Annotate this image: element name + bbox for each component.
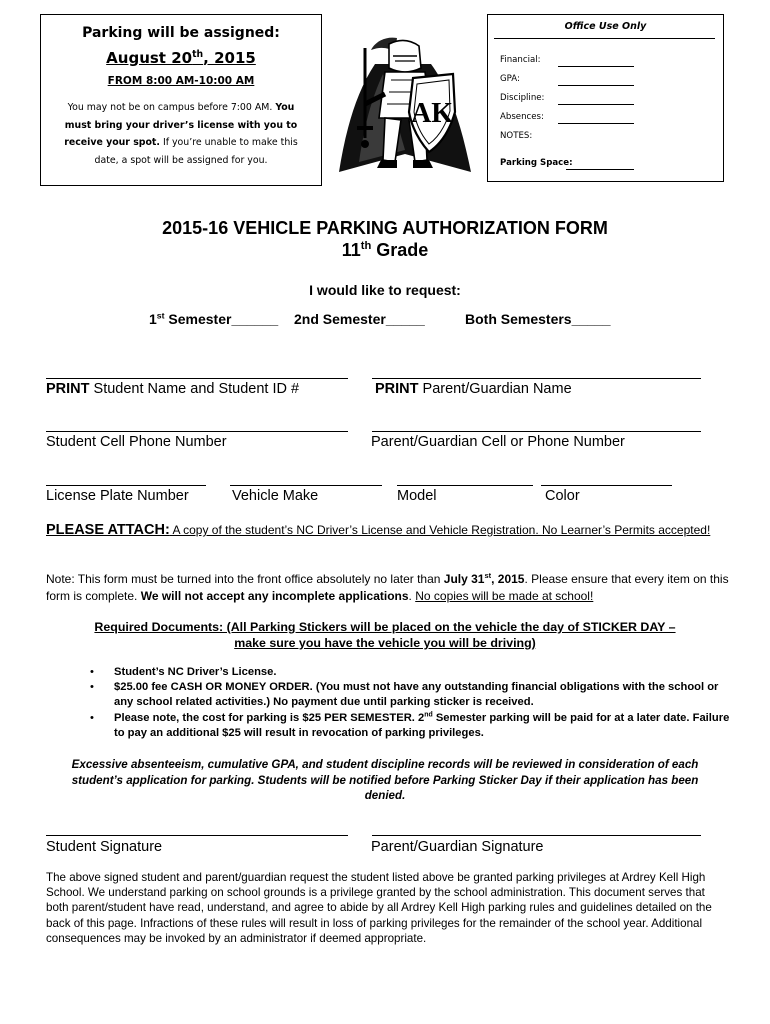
financial-label: Financial: bbox=[500, 55, 541, 65]
deadline-note bbox=[46, 571, 746, 605]
notes-label: NOTES: bbox=[500, 131, 533, 141]
notice-part2: If you’re unable to make this date, a spot will be assigned for you. bbox=[94, 137, 298, 166]
required-documents-list bbox=[90, 665, 740, 741]
first-sem-num: 1 bbox=[149, 311, 157, 327]
license-plate-line[interactable] bbox=[46, 485, 206, 486]
deadline-year: , 2015 bbox=[491, 572, 525, 586]
vehicle-make-label: Vehicle Make bbox=[232, 488, 319, 504]
required-line1: Required Documents: (All Parking Stickers will be placed on the vehicle the day of STICKER DAY – bbox=[94, 620, 676, 634]
gpa-line bbox=[558, 85, 634, 86]
color-label: Color bbox=[545, 488, 580, 504]
b3-post: Semester parking will be paid for at a later date. Failure to pay an additional $25 will result in revocation of parking privileges. bbox=[114, 711, 730, 739]
student-name-label bbox=[46, 381, 299, 397]
absences-label: Absences: bbox=[500, 112, 544, 122]
note-bold: We will not accept any incomplete applications bbox=[140, 589, 409, 603]
student-name-text: Student Name and Student ID # bbox=[89, 381, 300, 397]
model-line[interactable] bbox=[397, 485, 533, 486]
list-item bbox=[90, 711, 740, 741]
grade-sup: th bbox=[360, 240, 372, 252]
first-sem-sup: st bbox=[156, 310, 165, 321]
parking-space-label: Parking Space: bbox=[500, 158, 573, 168]
parking-notice bbox=[53, 99, 309, 169]
request-heading: I would like to request: bbox=[309, 282, 461, 298]
color-line[interactable] bbox=[541, 485, 672, 486]
grade-word: Grade bbox=[371, 240, 429, 260]
grade-heading bbox=[0, 240, 770, 261]
grade-number: 11 bbox=[341, 240, 361, 260]
parking-time: FROM 8:00 AM-10:00 AM bbox=[107, 75, 255, 87]
b3-sup: nd bbox=[424, 710, 433, 718]
gpa-label: GPA: bbox=[500, 74, 520, 84]
form-title: 2015-16 VEHICLE PARKING AUTHORIZATION FORM bbox=[162, 218, 608, 238]
student-name-line[interactable] bbox=[46, 378, 348, 379]
parent-name-text: Parent/Guardian Name bbox=[418, 381, 572, 397]
parking-date-year: , 2015 bbox=[203, 49, 256, 67]
deadline-main: July 31 bbox=[443, 572, 485, 586]
financial-line bbox=[558, 66, 634, 67]
absenteeism-notice: Excessive absenteeism, cumulative GPA, and student discipline records will be reviewed in consideration of each student’s application for parking. Students will be notified before Parking Sticker Day if their application has been denied. bbox=[71, 758, 699, 802]
discipline-label: Discipline: bbox=[500, 93, 545, 103]
parent-cell-label: Parent/Guardian Cell or Phone Number bbox=[371, 434, 625, 450]
closing-statement: The above signed student and parent/guardian request the student listed above be granted parking privileges at Ardrey Kell High School. We understand parking on school grounds is a privilege granted by the school administration. This document serves that both parent/student have read, understand, and agree to abide by all Ardrey Kell High parking rules and guidelines detailed on the back of this page. Infractions of these rules will result in loss of parking privileges for the remainder of the school year. Additional consequences may be invoked by an administrator if deemed appropriate. bbox=[46, 871, 712, 945]
parent-cell-line[interactable] bbox=[372, 431, 701, 432]
second-semester-option[interactable]: 2nd Semester_____ bbox=[294, 311, 425, 327]
first-semester-option[interactable] bbox=[149, 311, 278, 327]
student-signature-line[interactable] bbox=[46, 835, 348, 836]
parking-space-line bbox=[566, 169, 634, 170]
license-plate-label: License Plate Number bbox=[46, 488, 189, 504]
note-prefix: Note: This form must be turned into the front office absolutely no later than bbox=[46, 572, 444, 586]
parking-date bbox=[41, 49, 321, 67]
parking-assigned-title: Parking will be assigned: bbox=[82, 25, 280, 41]
note-middle: . Please ensure that every item on this form is complete. bbox=[46, 572, 729, 603]
b3-pre: Please note, the cost for parking is $25 PER SEMESTER. 2 bbox=[114, 711, 425, 724]
required-line2: make sure you have the vehicle you will be driving) bbox=[234, 636, 536, 650]
office-title-rule bbox=[494, 38, 715, 39]
both-semesters-option[interactable]: Both Semesters_____ bbox=[465, 311, 611, 327]
discipline-line bbox=[558, 104, 634, 105]
office-use-box bbox=[487, 14, 724, 182]
deadline-sup: st bbox=[484, 571, 492, 580]
list-item: • $25.00 fee CASH OR MONEY ORDER. (You must not have any outstanding financial obligations with the school or any school related activities.) No payment due until parking sticker is received. bbox=[90, 680, 740, 710]
parking-date-main: August 20 bbox=[106, 49, 193, 67]
parking-assignment-box bbox=[40, 14, 322, 186]
notice-bold: You must bring your driver’s license with you to receive your spot. bbox=[64, 102, 298, 148]
parking-date-sup: th bbox=[192, 49, 204, 60]
print-bold-2: PRINT bbox=[375, 381, 419, 397]
attach-heading: PLEASE ATTACH: bbox=[46, 522, 170, 538]
office-use-title: Office Use Only bbox=[564, 21, 647, 32]
parent-signature-line[interactable] bbox=[372, 835, 701, 836]
shield-letters: AK bbox=[411, 98, 453, 129]
parent-name-line[interactable] bbox=[372, 378, 701, 379]
parent-signature-label: Parent/Guardian Signature bbox=[371, 839, 544, 855]
vehicle-make-line[interactable] bbox=[230, 485, 382, 486]
model-label: Model bbox=[397, 488, 437, 504]
required-documents-heading bbox=[0, 619, 770, 651]
knight-mascot-icon bbox=[335, 34, 473, 176]
parent-name-label bbox=[375, 381, 572, 397]
note-underlined: No copies will be made at school! bbox=[415, 589, 594, 603]
first-sem-rest: Semester______ bbox=[164, 311, 279, 327]
absences-line bbox=[558, 123, 634, 124]
attach-text: A copy of the student’s NC Driver’s License and Vehicle Registration. No Learner’s Permits accepted! bbox=[169, 523, 711, 537]
student-cell-line[interactable] bbox=[46, 431, 348, 432]
list-item: • Student’s NC Driver’s License. bbox=[90, 665, 740, 680]
student-cell-label: Student Cell Phone Number bbox=[46, 434, 227, 450]
student-signature-label: Student Signature bbox=[46, 839, 163, 855]
attach-instructions bbox=[46, 522, 736, 538]
notice-part1: You may not be on campus before 7:00 AM. bbox=[67, 102, 276, 113]
note-dot: . bbox=[408, 589, 416, 603]
print-bold-1: PRINT bbox=[46, 381, 90, 397]
